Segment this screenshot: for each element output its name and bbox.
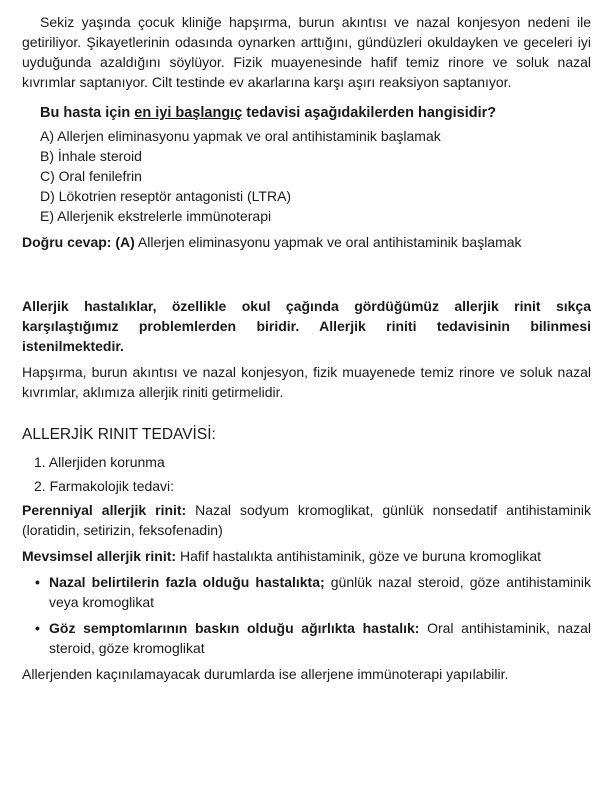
bullet-nasal-label: Nazal belirtilerin fazla olduğu hastalıkta;	[49, 574, 325, 590]
bullet-eye-text-2: nazal steroid, göze kromoglikat	[49, 620, 591, 656]
answer-options	[22, 126, 591, 226]
seasonal-label: Mevsimsel allerjik rinit:	[22, 548, 177, 564]
bullet-eye	[22, 618, 591, 658]
explanation-line: Hapşırma, burun akıntısı ve nazal konjesyon, fizik muayenede temiz rinore	[22, 364, 495, 380]
summary-line: Allerjik hastalıklar, özellikle okul çağında gördüğümüz allerjik rinit sıkça	[22, 298, 591, 314]
closing-paragraph	[22, 664, 591, 684]
case-line: hafif temiz rinore ve soluk nazal kıvrımlar saptanıyor. Cilt testinde ev	[22, 54, 592, 90]
bullet-nasal	[22, 572, 591, 612]
summary-line: karşılaştığımız problemlerden biridir. Allerjik riniti tedavisinin bilinmesi	[22, 318, 591, 334]
bullet-nasal-text-2: antihistaminik veya kromoglikat	[49, 574, 591, 610]
case-line: akarlarına karşı aşırı reaksiyon saptanıyor.	[247, 74, 512, 90]
option-c: C) Oral fenilefrin	[40, 168, 142, 184]
question-suffix: tedavisi aşağıdakilerden hangisidir?	[242, 105, 497, 121]
perennial-label: Perenniyal allerjik rinit:	[22, 502, 187, 518]
case-line: Sekiz yaşında çocuk kliniğe hapşırma, burun akıntısı ve nazal konjesyon	[40, 14, 521, 30]
summary-line: istenilmektedir.	[22, 338, 124, 354]
option-e: E) Allerjenik ekstrelerle immünoterapi	[40, 208, 272, 224]
option-b: B) İnhale steroid	[40, 148, 142, 164]
question-emphasis: en iyi başlangıç	[134, 105, 243, 121]
treatment-step: 2. Farmakolojik tedavi:	[34, 478, 175, 494]
correct-answer-text: Allerjen eliminasyonu yapmak ve oral antihistaminik başlamak	[134, 234, 522, 250]
question-stem	[22, 102, 591, 124]
bullet-eye-label: Göz semptomlarının baskın olduğu ağırlıkta hastalık:	[49, 620, 420, 636]
closing-line: Allerjenden kaçınılamayacak durumlarda ise allerjene immünoterapi	[22, 666, 443, 682]
seasonal-text: Hafif hastalıkta antihistaminik, göze ve buruna	[176, 548, 466, 564]
explanation-line: ve soluk nazal kıvrımlar, aklımıza allerjik riniti getirmelidir.	[22, 364, 592, 400]
explanation-text	[22, 362, 591, 402]
case-line: nedeni ile getiriliyor. Şikayetlerinin odasında oynarken arttığını, gündüzleri	[22, 14, 591, 50]
case-line: okuldayken ve geceleri iyi uyduğunda azaldığını söylüyor. Fizik muayenesinde	[22, 34, 592, 70]
case-paragraph	[22, 12, 591, 92]
seasonal-text-2: kromoglikat	[469, 548, 542, 564]
seasonal-section	[22, 546, 591, 566]
perennial-section	[22, 500, 591, 540]
treatment-steps	[22, 450, 591, 498]
explanation-summary	[22, 296, 591, 356]
bullet-nasal-text: günlük nazal steroid, göze	[324, 574, 501, 590]
closing-line: yapılabilir.	[446, 666, 509, 682]
perennial-text: Nazal sodyum kromoglikat, günlük nonsedatif	[186, 502, 498, 518]
bullet-eye-text: Oral antihistaminik,	[419, 620, 550, 636]
option-d: D) Lökotrien reseptör antagonisti (LTRA)	[40, 188, 292, 204]
correct-answer	[22, 232, 591, 252]
treatment-step: 1. Allerjiden korunma	[34, 454, 165, 470]
option-a: A) Allerjen eliminasyonu yapmak ve oral antihistaminik başlamak	[40, 128, 441, 144]
question-prefix: Bu hasta için	[40, 105, 135, 121]
correct-answer-label: Doğru cevap: (A)	[22, 234, 135, 250]
treatment-heading: ALLERJİK RINIT TEDAVİSİ:	[22, 426, 216, 443]
perennial-text-2: antihistaminik (loratidin, setirizin, feksofenadin)	[22, 502, 591, 538]
